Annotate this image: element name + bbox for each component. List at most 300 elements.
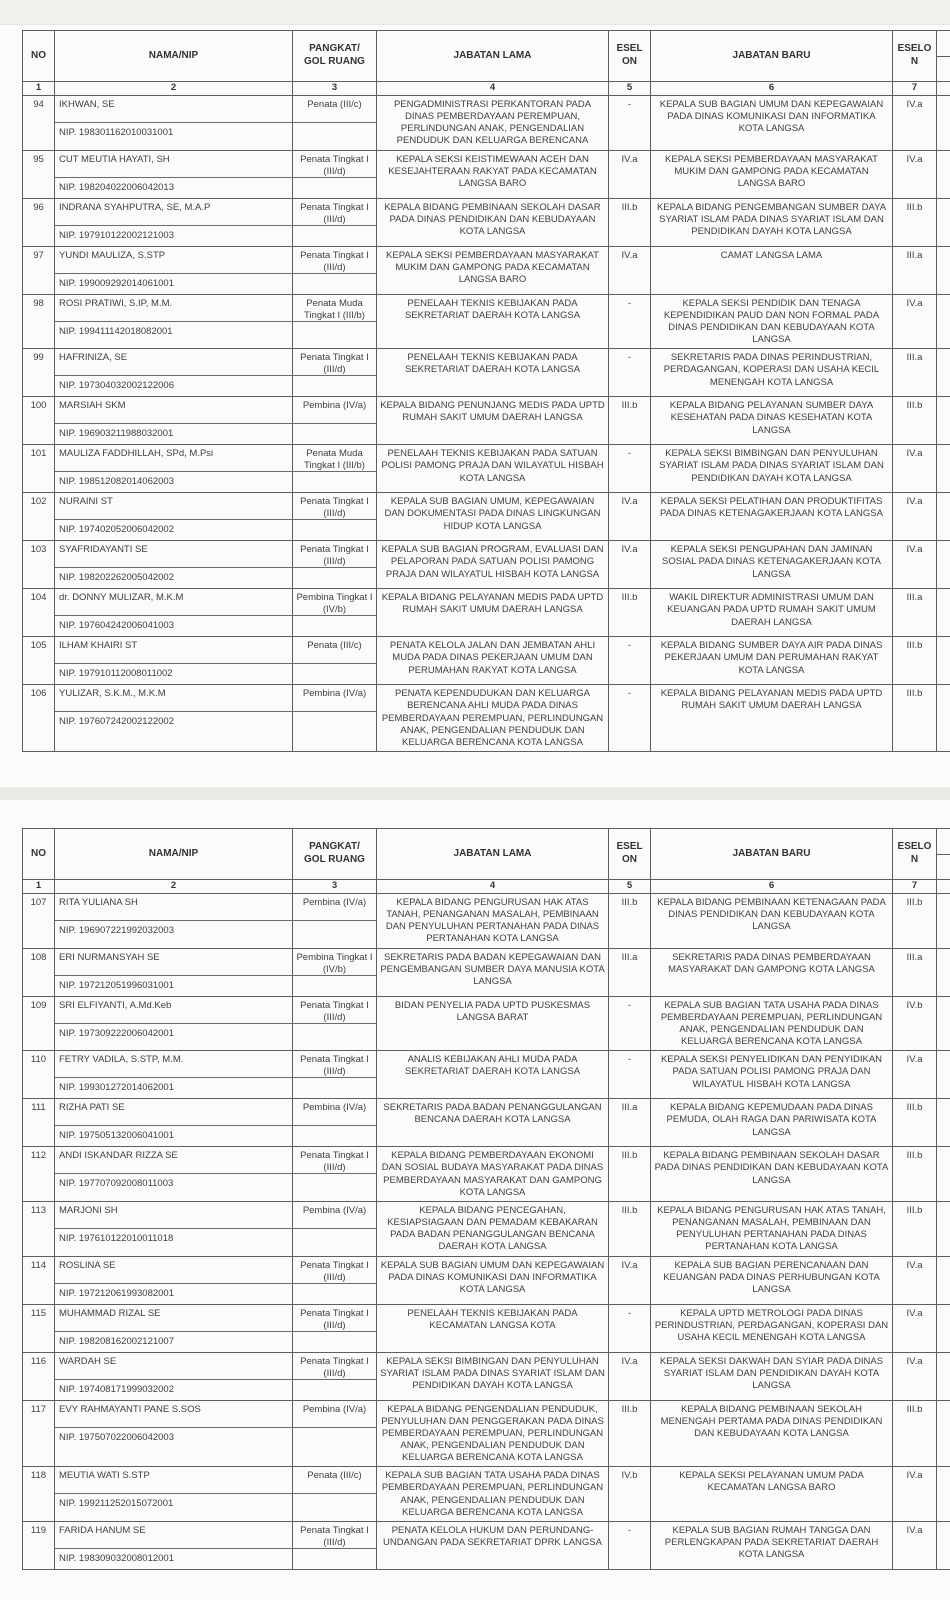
column-header: PANGKAT/ GOL RUANG bbox=[293, 829, 377, 880]
column-number-row bbox=[23, 82, 950, 96]
new-position: KEPALA SUB BAGIAN UMUM DAN KEPEGAWAIAN PADA DINAS KOMUNIKASI DAN INFORMATIKA KOTA LANGSA bbox=[651, 96, 893, 151]
cutoff-column-cell bbox=[937, 1521, 950, 1569]
employee-nip: NIP. 199211252015072001 bbox=[59, 1498, 174, 1510]
new-eselon: III.b bbox=[893, 1201, 937, 1256]
new-eselon: III.a bbox=[893, 589, 937, 637]
table-row bbox=[23, 1099, 950, 1147]
old-eselon: - bbox=[609, 1051, 651, 1099]
table-row bbox=[23, 1051, 950, 1099]
new-position: CAMAT LANGSA LAMA bbox=[651, 246, 893, 294]
new-eselon: III.b bbox=[893, 637, 937, 685]
new-eselon: III.b bbox=[893, 1099, 937, 1147]
new-eselon: III.b bbox=[893, 894, 937, 949]
scan-edge-band-top bbox=[0, 0, 950, 25]
row-number: 107 bbox=[23, 894, 55, 949]
new-position: KEPALA BIDANG PELAYANAN SUMBER DAYA KESEHATAN PADA DINAS KESEHATAN KOTA LANGSA bbox=[651, 397, 893, 445]
rank-cell bbox=[293, 397, 377, 445]
table-row bbox=[23, 96, 950, 151]
name-nip-cell bbox=[55, 589, 293, 637]
old-eselon: III.b bbox=[609, 1400, 651, 1467]
cutoff-column-header bbox=[937, 829, 950, 880]
cutoff-column-cell bbox=[937, 1256, 950, 1304]
employee-nip: NIP. 197610122010011018 bbox=[59, 1232, 174, 1244]
old-eselon: III.a bbox=[609, 1099, 651, 1147]
table-row bbox=[23, 1304, 950, 1352]
name-nip-cell bbox=[55, 1256, 293, 1304]
table-row bbox=[23, 541, 950, 589]
old-position: KEPALA BIDANG PENUNJANG MEDIS PADA UPTD RUMAH SAKIT UMUM DAERAH LANGSA bbox=[377, 397, 609, 445]
column-number: 3 bbox=[293, 880, 377, 894]
rank-cell bbox=[293, 1467, 377, 1522]
cutoff-column-number bbox=[937, 880, 950, 894]
column-header: ESELON bbox=[893, 31, 937, 82]
old-eselon: - bbox=[609, 1521, 651, 1569]
rank-cell bbox=[293, 493, 377, 541]
name-nip-cell bbox=[55, 1099, 293, 1147]
new-eselon: IV.a bbox=[893, 1521, 937, 1569]
employee-name: HAFRINIZA, SE bbox=[55, 349, 292, 376]
column-header: NO bbox=[23, 829, 55, 880]
column-number: 7 bbox=[893, 880, 937, 894]
table-row bbox=[23, 1201, 950, 1256]
cutoff-column-cell bbox=[937, 685, 950, 752]
old-position: KEPALA SUB BAGIAN PROGRAM, EVALUASI DAN PELAPORAN PADA SATUAN POLISI PAMONG PRAJA DAN WILAYATUL HISBAH KOTA LANGSA bbox=[377, 541, 609, 589]
row-number: 111 bbox=[23, 1099, 55, 1147]
table-row bbox=[23, 246, 950, 294]
employee-nip: NIP. 197212061993082001 bbox=[59, 1287, 174, 1299]
header-row bbox=[23, 31, 950, 82]
rank-golongan: Penata Tingkat I (III/d) bbox=[293, 199, 376, 226]
column-header: JABATAN BARU bbox=[651, 829, 893, 880]
name-nip-cell bbox=[55, 150, 293, 198]
new-eselon: IV.a bbox=[893, 96, 937, 151]
rank-golongan: Penata Tingkat I (III/d) bbox=[293, 493, 376, 520]
rank-golongan: Penata Muda Tingkat I (III/b) bbox=[293, 295, 376, 322]
table-header bbox=[23, 31, 950, 96]
new-position: KEPALA BIDANG SUMBER DAYA AIR PADA DINAS PEKERJAAN UMUM DAN PERUMAHAN RAKYAT KOTA LANGSA bbox=[651, 637, 893, 685]
employee-name: MEUTIA WATI S.STP bbox=[55, 1467, 292, 1494]
column-header: ESELON bbox=[609, 829, 651, 880]
new-position: KEPALA SEKSI PELAYANAN UMUM PADA KECAMATAN LANGSA BARO bbox=[651, 1467, 893, 1522]
new-eselon: III.a bbox=[893, 246, 937, 294]
old-eselon: III.a bbox=[609, 948, 651, 996]
rank-cell bbox=[293, 685, 377, 752]
rank-cell bbox=[293, 349, 377, 397]
old-position: ANALIS KEBIJAKAN AHLI MUDA PADA SEKRETARIAT DAERAH KOTA LANGSA bbox=[377, 1051, 609, 1099]
rank-golongan: Penata Muda Tingkat I (III/b) bbox=[293, 445, 376, 472]
table-row bbox=[23, 349, 950, 397]
old-position: KEPALA SUB BAGIAN TATA USAHA PADA DINAS PEMBERDAYAAN PEREMPUAN, PERLINDUNGAN ANAK, PENGENDALIAN PENDUDUK DAN KELUARGA BERENCANA KOTA LANGSA bbox=[377, 1467, 609, 1522]
row-number: 100 bbox=[23, 397, 55, 445]
mutation-table-page-2 bbox=[22, 828, 950, 1570]
row-number: 98 bbox=[23, 294, 55, 349]
cutoff-column-cell bbox=[937, 1467, 950, 1522]
old-eselon: - bbox=[609, 637, 651, 685]
name-nip-cell bbox=[55, 637, 293, 685]
old-position: SEKRETARIS PADA BADAN PENANGGULANGAN BENCANA DAERAH KOTA LANGSA bbox=[377, 1099, 609, 1147]
cutoff-column-cell bbox=[937, 1051, 950, 1099]
row-number: 104 bbox=[23, 589, 55, 637]
new-position: KEPALA SEKSI BIMBINGAN DAN PENYULUHAN SYARIAT ISLAM PADA DINAS SYARIAT ISLAM DAN PENDIDIKAN DAYAH KOTA LANGSA bbox=[651, 445, 893, 493]
cutoff-column-cell bbox=[937, 637, 950, 685]
employee-nip: NIP. 197910112008011002 bbox=[59, 668, 173, 680]
row-number: 106 bbox=[23, 685, 55, 752]
row-number: 116 bbox=[23, 1352, 55, 1400]
old-eselon: - bbox=[609, 1304, 651, 1352]
employee-nip: NIP. 198208162002121007 bbox=[59, 1335, 174, 1347]
new-eselon: IV.a bbox=[893, 1304, 937, 1352]
employee-nip: NIP. 197607242002122002 bbox=[59, 716, 174, 728]
rank-golongan: Pembina (IV/a) bbox=[293, 1099, 376, 1126]
row-number: 95 bbox=[23, 150, 55, 198]
rank-golongan: Pembina (IV/a) bbox=[293, 397, 376, 424]
employee-nip: NIP. 197507022006042003 bbox=[59, 1431, 174, 1443]
column-number: 1 bbox=[23, 880, 55, 894]
employee-name: IKHWAN, SE bbox=[55, 96, 292, 123]
column-number: 2 bbox=[55, 880, 293, 894]
rank-cell bbox=[293, 1304, 377, 1352]
cutoff-column-cell bbox=[937, 96, 950, 151]
row-number: 112 bbox=[23, 1147, 55, 1202]
rank-cell bbox=[293, 246, 377, 294]
new-eselon: IV.a bbox=[893, 294, 937, 349]
old-eselon: IV.a bbox=[609, 246, 651, 294]
employee-name: ROSLINA SE bbox=[55, 1257, 292, 1284]
old-eselon: III.b bbox=[609, 397, 651, 445]
old-position: KEPALA SEKSI PEMBERDAYAAN MASYARAKAT MUKIM DAN GAMPONG PADA KECAMATAN LANGSA BARO bbox=[377, 246, 609, 294]
rank-golongan: Pembina Tingkat I (IV/b) bbox=[293, 589, 376, 616]
column-number: 5 bbox=[609, 82, 651, 96]
row-number: 117 bbox=[23, 1400, 55, 1467]
new-eselon: III.a bbox=[893, 948, 937, 996]
column-header: ESELON bbox=[609, 31, 651, 82]
column-number: 3 bbox=[293, 82, 377, 96]
employee-name: SYAFRIDAYANTI SE bbox=[55, 541, 292, 568]
rank-golongan: Pembina (IV/a) bbox=[293, 894, 376, 921]
old-eselon: IV.a bbox=[609, 150, 651, 198]
rank-golongan: Penata Tingkat I (III/d) bbox=[293, 1305, 376, 1332]
row-number: 94 bbox=[23, 96, 55, 151]
old-position: PENGADMINISTRASI PERKANTORAN PADA DINAS PEMBERDAYAAN PEREMPUAN, PERLINDUNGAN ANAK, PENGENDALIAN PENDUDUK DAN KELUARGA BERENCANA bbox=[377, 96, 609, 151]
name-nip-cell bbox=[55, 948, 293, 996]
old-position: KEPALA SUB BAGIAN UMUM DAN KEPEGAWAIAN PADA DINAS KOMUNIKASI DAN INFORMATIKA KOTA LANGSA bbox=[377, 1256, 609, 1304]
employee-name: YULIZAR, S.K.M., M.K.M bbox=[55, 685, 292, 712]
row-number: 108 bbox=[23, 948, 55, 996]
old-position: PENELAAH TEKNIS KEBIJAKAN PADA SATUAN POLISI PAMONG PRAJA DAN WILAYATUL HISBAH KOTA LANGSA bbox=[377, 445, 609, 493]
old-position: KEPALA BIDANG PEMBINAAN SEKOLAH DASAR PADA DINAS PENDIDIKAN DAN KEBUDAYAAN KOTA LANGSA bbox=[377, 198, 609, 246]
cutoff-column-cell bbox=[937, 996, 950, 1051]
column-number: 4 bbox=[377, 880, 609, 894]
name-nip-cell bbox=[55, 1400, 293, 1467]
column-number: 6 bbox=[651, 82, 893, 96]
old-eselon: III.b bbox=[609, 1201, 651, 1256]
old-position: PENATA KEPENDUDUKAN DAN KELUARGA BERENCANA AHLI MUDA PADA DINAS PEMBERDAYAAN PEREMPUAN, PERLINDUNGAN ANAK, PENGENDALIAN PENDUDUK DAN KELUARGA BERENCANA KOTA LANGSA bbox=[377, 685, 609, 752]
old-position: KEPALA BIDANG PEMBERDAYAAN EKONOMI DAN SOSIAL BUDAYA MASYARAKAT PADA DINAS PEMBERDAYAAN MASYARAKAT DAN GAMPONG KOTA LANGSA bbox=[377, 1147, 609, 1202]
name-nip-cell bbox=[55, 541, 293, 589]
old-eselon: - bbox=[609, 349, 651, 397]
old-eselon: IV.a bbox=[609, 1256, 651, 1304]
cutoff-column-cell bbox=[937, 493, 950, 541]
cutoff-column-cell bbox=[937, 948, 950, 996]
name-nip-cell bbox=[55, 294, 293, 349]
table-row bbox=[23, 493, 950, 541]
row-number: 119 bbox=[23, 1521, 55, 1569]
new-eselon: IV.a bbox=[893, 1467, 937, 1522]
row-number: 113 bbox=[23, 1201, 55, 1256]
employee-name: MUHAMMAD RIZAL SE bbox=[55, 1305, 292, 1332]
employee-nip: NIP. 197604242006041003 bbox=[59, 620, 174, 632]
cutoff-column-cell bbox=[937, 246, 950, 294]
cutoff-column-cell bbox=[937, 349, 950, 397]
old-position: PENELAAH TEKNIS KEBIJAKAN PADA KECAMATAN LANGSA KOTA bbox=[377, 1304, 609, 1352]
old-position: BIDAN PENYELIA PADA UPTD PUSKESMAS LANGSA BARAT bbox=[377, 996, 609, 1051]
cutoff-column-cell bbox=[937, 1400, 950, 1467]
employee-nip: NIP. 199301272014062001 bbox=[59, 1082, 174, 1094]
new-position: KEPALA SEKSI PENGUPAHAN DAN JAMINAN SOSIAL PADA DINAS KETENAGAKERJAAN KOTA LANGSA bbox=[651, 541, 893, 589]
table-row bbox=[23, 198, 950, 246]
name-nip-cell bbox=[55, 1352, 293, 1400]
employee-name: FETRY VADILA, S.STP, M.M. bbox=[55, 1051, 292, 1078]
new-position: KEPALA SEKSI DAKWAH DAN SYIAR PADA DINAS SYARIAT ISLAM DAN PENDIDIKAN DAYAH KOTA LANGSA bbox=[651, 1352, 893, 1400]
rank-cell bbox=[293, 445, 377, 493]
cutoff-column-header bbox=[937, 31, 950, 82]
employee-nip: NIP. 198309032008012001 bbox=[59, 1552, 174, 1564]
new-position: KEPALA BIDANG PELAYANAN MEDIS PADA UPTD RUMAH SAKIT UMUM DAERAH LANGSA bbox=[651, 685, 893, 752]
rank-cell bbox=[293, 996, 377, 1051]
employee-nip: NIP. 197212051996031001 bbox=[59, 979, 174, 991]
cutoff-column-number bbox=[937, 82, 950, 96]
old-eselon: III.b bbox=[609, 894, 651, 949]
new-position: KEPALA BIDANG KEPEMUDAAN PADA DINAS PEMUDA, OLAH RAGA DAN PARIWISATA KOTA LANGSA bbox=[651, 1099, 893, 1147]
rank-golongan: Penata (III/c) bbox=[293, 637, 376, 664]
cutoff-column-cell bbox=[937, 1099, 950, 1147]
old-eselon: - bbox=[609, 96, 651, 151]
table-header bbox=[23, 829, 950, 894]
new-position: KEPALA SUB BAGIAN PERENCANAAN DAN KEUANGAN PADA DINAS PERHUBUNGAN KOTA LANGSA bbox=[651, 1256, 893, 1304]
new-eselon: IV.b bbox=[893, 996, 937, 1051]
old-eselon: IV.a bbox=[609, 541, 651, 589]
new-position: KEPALA SEKSI PENDIDIK DAN TENAGA KEPENDIDIKAN PAUD DAN NON FORMAL PADA DINAS PENDIDIKAN DAN KEBUDAYAAN KOTA LANGSA bbox=[651, 294, 893, 349]
employee-name: MARJONI SH bbox=[55, 1202, 292, 1229]
page-separator-band bbox=[0, 787, 950, 800]
old-position: KEPALA BIDANG PENGURUSAN HAK ATAS TANAH, PENANGANAN MASALAH, PEMBINAAN DAN PENYULUHAN PERTANAHAN PADA DINAS PERTANAHAN KOTA LANGSA bbox=[377, 894, 609, 949]
employee-nip: NIP. 198204022006042013 bbox=[59, 181, 174, 193]
rank-cell bbox=[293, 589, 377, 637]
new-position: KEPALA SEKSI PELATIHAN DAN PRODUKTIFITAS PADA DINAS KETENAGAKERJAAN KOTA LANGSA bbox=[651, 493, 893, 541]
employee-nip: NIP. 197304032002122006 bbox=[59, 380, 174, 392]
rank-golongan: Penata Tingkat I (III/d) bbox=[293, 997, 376, 1024]
column-number: 7 bbox=[893, 82, 937, 96]
name-nip-cell bbox=[55, 1521, 293, 1569]
rank-golongan: Penata Tingkat I (III/d) bbox=[293, 1522, 376, 1549]
employee-name: RITA YULIANA SH bbox=[55, 894, 292, 921]
rank-cell bbox=[293, 1051, 377, 1099]
old-eselon: - bbox=[609, 294, 651, 349]
row-number: 99 bbox=[23, 349, 55, 397]
name-nip-cell bbox=[55, 1051, 293, 1099]
name-nip-cell bbox=[55, 1467, 293, 1522]
new-eselon: III.b bbox=[893, 1400, 937, 1467]
new-eselon: IV.a bbox=[893, 1051, 937, 1099]
rank-golongan: Penata Tingkat I (III/d) bbox=[293, 1051, 376, 1078]
new-eselon: IV.a bbox=[893, 1256, 937, 1304]
cutoff-column-cell bbox=[937, 445, 950, 493]
employee-nip: NIP. 198301162010031001 bbox=[59, 127, 174, 138]
table-row bbox=[23, 1256, 950, 1304]
employee-name: MAULIZA FADDHILLAH, SPd, M.Psi bbox=[55, 445, 292, 472]
table-row bbox=[23, 1521, 950, 1569]
rank-cell bbox=[293, 541, 377, 589]
employee-name: INDRANA SYAHPUTRA, SE, M.A.P bbox=[55, 199, 292, 226]
column-header: JABATAN LAMA bbox=[377, 31, 609, 82]
employee-name: NURAINI ST bbox=[55, 493, 292, 520]
row-number: 109 bbox=[23, 996, 55, 1051]
row-number: 97 bbox=[23, 246, 55, 294]
old-position: KEPALA SEKSI BIMBINGAN DAN PENYULUHAN SYARIAT ISLAM PADA DINAS SYARIAT ISLAM DAN PENDIDIKAN DAYAH KOTA LANGSA bbox=[377, 1352, 609, 1400]
employee-name: EVY RAHMAYANTI PANE S.SOS bbox=[55, 1401, 292, 1428]
rank-cell bbox=[293, 198, 377, 246]
rank-golongan: Penata (III/c) bbox=[293, 1467, 376, 1494]
employee-nip: NIP. 197402052006042002 bbox=[59, 524, 174, 536]
table-row bbox=[23, 1400, 950, 1467]
column-header: NAMA/NIP bbox=[55, 31, 293, 82]
rank-golongan: Penata Tingkat I (III/d) bbox=[293, 349, 376, 376]
new-position: KEPALA SEKSI PEMBERDAYAAN MASYARAKAT MUKIM DAN GAMPONG PADA KECAMATAN LANGSA BARO bbox=[651, 150, 893, 198]
cutoff-column-cell bbox=[937, 294, 950, 349]
rank-cell bbox=[293, 948, 377, 996]
cutoff-column-cell bbox=[937, 150, 950, 198]
old-eselon: - bbox=[609, 445, 651, 493]
new-position: KEPALA BIDANG PEMBINAAN SEKOLAH MENENGAH PERTAMA PADA DINAS PENDIDIKAN DAN KEBUDAYAAN KOTA LANGSA bbox=[651, 1400, 893, 1467]
name-nip-cell bbox=[55, 894, 293, 949]
table-row bbox=[23, 637, 950, 685]
name-nip-cell bbox=[55, 445, 293, 493]
employee-nip: NIP. 198512082014062003 bbox=[59, 476, 174, 488]
rank-cell bbox=[293, 96, 377, 151]
rank-cell bbox=[293, 1256, 377, 1304]
new-position: SEKRETARIS PADA DINAS PEMBERDAYAAN MASYARAKAT DAN GAMPONG KOTA LANGSA bbox=[651, 948, 893, 996]
rank-golongan: Penata Tingkat I (III/d) bbox=[293, 247, 376, 274]
old-eselon: III.b bbox=[609, 589, 651, 637]
employee-name: YUNDI MAULIZA, S.STP bbox=[55, 247, 292, 274]
table-row bbox=[23, 1352, 950, 1400]
column-number: 1 bbox=[23, 82, 55, 96]
old-eselon: - bbox=[609, 996, 651, 1051]
employee-name: ROSI PRATIWI, S.IP, M.M. bbox=[55, 295, 292, 322]
rank-golongan: Penata (III/c) bbox=[293, 96, 376, 123]
table-row bbox=[23, 948, 950, 996]
old-eselon: IV.a bbox=[609, 493, 651, 541]
rank-golongan: Pembina (IV/a) bbox=[293, 685, 376, 712]
cutoff-column-cell bbox=[937, 1201, 950, 1256]
new-eselon: III.b bbox=[893, 685, 937, 752]
table-row bbox=[23, 589, 950, 637]
row-number: 105 bbox=[23, 637, 55, 685]
old-position: PENELAAH TEKNIS KEBIJAKAN PADA SEKRETARIAT DAERAH KOTA LANGSA bbox=[377, 349, 609, 397]
rank-golongan: Penata Tingkat I (III/d) bbox=[293, 1257, 376, 1284]
rank-golongan: Pembina Tingkat I (IV/b) bbox=[293, 949, 376, 976]
table-row bbox=[23, 996, 950, 1051]
cutoff-column-cell bbox=[937, 589, 950, 637]
name-nip-cell bbox=[55, 996, 293, 1051]
rank-cell bbox=[293, 637, 377, 685]
old-eselon: III.b bbox=[609, 198, 651, 246]
column-header: ESELON bbox=[893, 829, 937, 880]
old-position: KEPALA BIDANG PENGENDALIAN PENDUDUK, PENYULUHAN DAN PENGGERAKAN PADA DINAS PEMBERDAYAAN PEREMPUAN, PERLINDUNGAN ANAK, PENGENDALIAN PENDUDUK DAN KELUARGA BERENCANA KOTA LANGSA bbox=[377, 1400, 609, 1467]
old-eselon: - bbox=[609, 685, 651, 752]
name-nip-cell bbox=[55, 397, 293, 445]
new-position: WAKIL DIREKTUR ADMINISTRASI UMUM DAN KEUANGAN PADA UPTD RUMAH SAKIT UMUM DAERAH LANGSA bbox=[651, 589, 893, 637]
cutoff-column-cell bbox=[937, 1147, 950, 1202]
table-row bbox=[23, 1147, 950, 1202]
cutoff-column-cell bbox=[937, 894, 950, 949]
old-position: PENELAAH TEKNIS KEBIJAKAN PADA SEKRETARIAT DAERAH KOTA LANGSA bbox=[377, 294, 609, 349]
column-header: PANGKAT/ GOL RUANG bbox=[293, 31, 377, 82]
employee-nip: NIP. 199009292014061001 bbox=[59, 277, 174, 289]
name-nip-cell bbox=[55, 246, 293, 294]
new-position: SEKRETARIS PADA DINAS PERINDUSTRIAN, PERDAGANGAN, KOPERASI DAN USAHA KECIL MENENGAH KOTA LANGSA bbox=[651, 349, 893, 397]
employee-nip: NIP. 197408171999032002 bbox=[59, 1383, 174, 1395]
new-eselon: III.a bbox=[893, 349, 937, 397]
name-nip-cell bbox=[55, 1147, 293, 1202]
employee-nip: NIP. 199411142018082001 bbox=[59, 325, 173, 337]
employee-nip: NIP. 197505132006041001 bbox=[59, 1130, 174, 1142]
new-position: KEPALA BIDANG PEMBINAAN KETENAGAAN PADA DINAS PENDIDIKAN DAN KEBUDAYAAN KOTA LANGSA bbox=[651, 894, 893, 949]
new-eselon: III.b bbox=[893, 397, 937, 445]
column-number: 4 bbox=[377, 82, 609, 96]
cutoff-column-cell bbox=[937, 198, 950, 246]
new-position: KEPALA BIDANG PEMBINAAN SEKOLAH DASAR PADA DINAS PENDIDIKAN DAN KEBUDAYAAN KOTA LANGSA bbox=[651, 1147, 893, 1202]
old-position: KEPALA BIDANG PELAYANAN MEDIS PADA UPTD RUMAH SAKIT UMUM DAERAH LANGSA bbox=[377, 589, 609, 637]
employee-nip: NIP. 196907221992032003 bbox=[59, 925, 174, 936]
new-position: KEPALA SUB BAGIAN RUMAH TANGGA DAN PERLENGKAPAN PADA SEKRETARIAT DAERAH KOTA LANGSA bbox=[651, 1521, 893, 1569]
rank-cell bbox=[293, 1352, 377, 1400]
new-position: KEPALA SEKSI PENYELIDIKAN DAN PENYIDIKAN PADA SATUAN POLISI PAMONG PRAJA DAN WILAYATUL HISBAH KOTA LANGSA bbox=[651, 1051, 893, 1099]
name-nip-cell bbox=[55, 685, 293, 752]
new-eselon: IV.a bbox=[893, 1352, 937, 1400]
new-eselon: III.b bbox=[893, 1147, 937, 1202]
name-nip-cell bbox=[55, 1304, 293, 1352]
name-nip-cell bbox=[55, 96, 293, 151]
old-position: KEPALA SEKSI KEISTIMEWAAN ACEH DAN KESEJAHTERAAN RAKYAT PADA KECAMATAN LANGSA BARO bbox=[377, 150, 609, 198]
new-position: KEPALA BIDANG PENGEMBANGAN SUMBER DAYA SYARIAT ISLAM PADA DINAS SYARIAT ISLAM DAN PENDIDIKAN DAYAH KOTA LANGSA bbox=[651, 198, 893, 246]
row-number: 96 bbox=[23, 198, 55, 246]
table-row bbox=[23, 685, 950, 752]
name-nip-cell bbox=[55, 493, 293, 541]
new-eselon: IV.a bbox=[893, 445, 937, 493]
employee-name: ERI NURMANSYAH SE bbox=[55, 949, 292, 976]
table-row bbox=[23, 1467, 950, 1522]
rank-cell bbox=[293, 150, 377, 198]
column-number-row bbox=[23, 880, 950, 894]
old-position: PENATA KELOLA JALAN DAN JEMBATAN AHLI MUDA PADA DINAS PEKERJAAN UMUM DAN PERUMAHAN RAKYAT KOTA LANGSA bbox=[377, 637, 609, 685]
employee-nip: NIP. 198202262005042002 bbox=[59, 572, 174, 584]
column-header: JABATAN LAMA bbox=[377, 829, 609, 880]
table-row bbox=[23, 445, 950, 493]
old-position: PENATA KELOLA HUKUM DAN PERUNDANG-UNDANGAN PADA SEKRETARIAT DPRK LANGSA bbox=[377, 1521, 609, 1569]
row-number: 115 bbox=[23, 1304, 55, 1352]
row-number: 118 bbox=[23, 1467, 55, 1522]
employee-name: ILHAM KHAIRI ST bbox=[55, 637, 292, 664]
column-header: JABATAN BARU bbox=[651, 31, 893, 82]
employee-name: MARSIAH SKM bbox=[55, 397, 292, 424]
row-number: 114 bbox=[23, 1256, 55, 1304]
rank-cell bbox=[293, 894, 377, 949]
new-eselon: IV.a bbox=[893, 541, 937, 589]
employee-name: CUT MEUTIA HAYATI, SH bbox=[55, 151, 292, 178]
employee-name: ANDI ISKANDAR RIZZA SE bbox=[55, 1147, 292, 1174]
employee-nip: NIP. 197910122002121003 bbox=[59, 229, 174, 241]
